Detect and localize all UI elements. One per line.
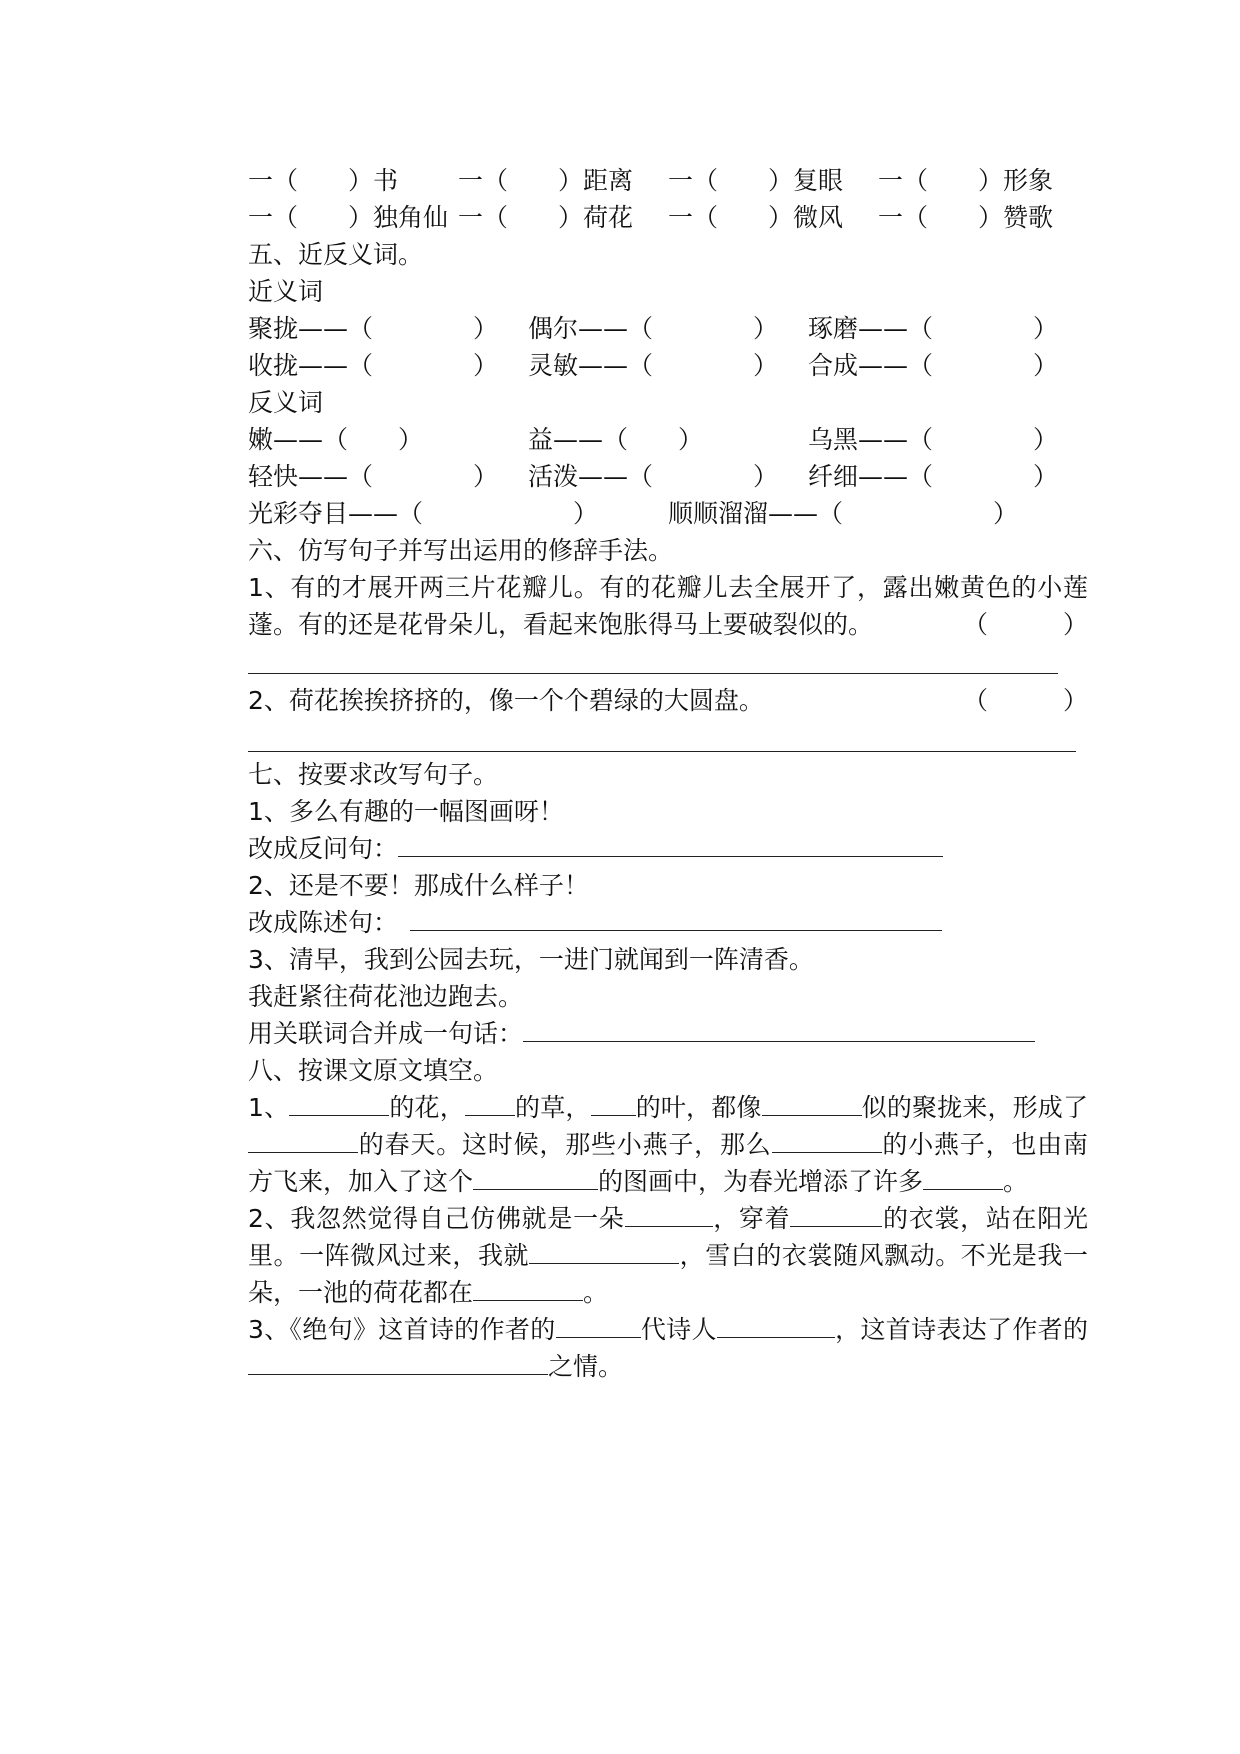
antonym-row-1	[248, 421, 1088, 458]
antonym-item: 嫩——（ ）	[248, 425, 424, 454]
answer-parentheses: （ ）	[962, 610, 1088, 639]
fill-blank[interactable]	[465, 1091, 515, 1116]
synonym-item: 收拢——（ ）	[248, 351, 499, 380]
antonym-row-2	[248, 458, 1088, 495]
synonym-item: 聚拢——（ ）	[248, 314, 499, 343]
prompt-text: 用关联词合并成一句话：	[248, 1019, 524, 1048]
synonym-item: 灵敏——（ ）	[528, 351, 779, 380]
fill-blank[interactable]	[762, 1091, 862, 1116]
synonym-row-2	[248, 347, 1088, 384]
fill-text: 。	[583, 1278, 609, 1307]
antonym-item: 轻快——（ ）	[248, 462, 499, 491]
section-7-question-2: 2、还是不要！那成什么样子！	[248, 871, 589, 900]
section-7-question-3-line-1: 3、清早，我到公园去玩，一进门就闻到一阵清香。	[248, 945, 814, 974]
fill-blank[interactable]	[625, 1202, 713, 1227]
prompt-text: 改成反问句：	[248, 834, 399, 863]
antonym-item: 顺顺溜溜——（ ）	[668, 499, 1019, 528]
combine-sentence	[248, 1015, 1088, 1052]
fill-text: ，穿着	[712, 1204, 791, 1233]
fill-text: 代诗人	[640, 1315, 717, 1344]
fill-text: 的草，	[514, 1093, 591, 1122]
prompt-text: 改成陈述句：	[248, 908, 399, 937]
section-6-question-1	[248, 569, 1088, 643]
section-7-question-1: 1、多么有趣的一幅图画呀！	[248, 797, 564, 826]
fill-blank[interactable]	[591, 1091, 636, 1116]
measure-word-item: 一（ ）独角仙	[248, 203, 449, 232]
fill-text: 的花，	[389, 1093, 465, 1122]
fill-blank[interactable]	[717, 1313, 835, 1338]
measure-word-item: 一（ ）赞歌	[878, 203, 1054, 232]
rewrite-rhetorical	[248, 830, 1088, 867]
fill-blank[interactable]	[248, 1128, 358, 1153]
measure-word-item: 一（ ）距离	[458, 166, 634, 195]
fill-text: 2、我忽然觉得自己仿佛就是一朵	[248, 1204, 625, 1233]
measure-word-row-1	[248, 162, 1088, 199]
measure-word-row-2	[248, 199, 1088, 236]
antonym-item: 活泼——（ ）	[528, 462, 779, 491]
answer-blank[interactable]	[410, 906, 942, 931]
measure-word-item: 一（ ）微风	[668, 203, 844, 232]
measure-word-item: 一（ ）形象	[878, 166, 1054, 195]
question-text: 1、有的才展开两三片花瓣儿。有的花瓣儿去全展开了，露出嫩黄色的小莲蓬。有的还是花骨朵儿，看起来饱胀得马上要破裂似的。	[248, 573, 1088, 639]
fill-text: ，雪白的衣裳随风飘动。不光是我一朵，一池的荷花都在	[248, 1241, 1088, 1307]
fill-blank[interactable]	[923, 1165, 1003, 1190]
section-7-title: 七、按要求改写句子。	[248, 760, 499, 789]
fill-blank[interactable]	[529, 1239, 679, 1264]
synonym-item: 合成——（ ）	[808, 351, 1059, 380]
question-text: 2、荷花挨挨挤挤的，像一个个碧绿的大圆盘。	[248, 686, 764, 715]
fill-text: 3、《绝句》这首诗的作者的	[248, 1315, 556, 1344]
answer-blank[interactable]	[523, 1017, 1035, 1042]
rewrite-declarative	[248, 904, 1088, 941]
fill-blank[interactable]	[772, 1128, 882, 1153]
worksheet-content	[248, 162, 1088, 1385]
fill-text: 之情。	[548, 1352, 624, 1381]
fill-blank[interactable]	[289, 1091, 389, 1116]
answer-blank[interactable]	[398, 832, 943, 857]
section-8-paragraph-1	[248, 1089, 1088, 1200]
section-8-title: 八、按课文原文填空。	[248, 1056, 499, 1085]
fill-text: 1、	[248, 1093, 290, 1122]
fill-blank[interactable]	[473, 1276, 583, 1301]
section-6-title: 六、仿写句子并写出运用的修辞手法。	[248, 536, 674, 565]
measure-word-item: 一（ ）书	[248, 166, 399, 195]
fill-text: 似的聚拢来，形成了	[861, 1093, 1088, 1122]
measure-word-item: 一（ ）荷花	[458, 203, 634, 232]
fill-text: 。	[1003, 1167, 1029, 1196]
fill-text: 的图画中，为春光增添了许多	[598, 1167, 924, 1196]
section-8-paragraph-3	[248, 1311, 1088, 1385]
fill-text: 的春天。这时候，那些小燕子，那么	[358, 1130, 772, 1159]
antonym-item: 益——（ ）	[528, 425, 704, 454]
antonym-item: 乌黑——（ ）	[808, 425, 1059, 454]
fill-blank[interactable]	[790, 1202, 882, 1227]
antonym-item: 光彩夺目——（ ）	[248, 499, 599, 528]
fill-text: ，这首诗表达了作者的	[834, 1315, 1088, 1344]
section-7-question-3-line-2: 我赶紧往荷花池边跑去。	[248, 982, 524, 1011]
measure-word-item: 一（ ）复眼	[668, 166, 844, 195]
answer-parentheses: （ ）	[962, 686, 1088, 715]
antonym-label: 反义词	[248, 388, 324, 417]
fill-blank[interactable]	[473, 1165, 598, 1190]
section-8-paragraph-2	[248, 1200, 1088, 1311]
section-6-question-2	[248, 682, 1088, 719]
antonym-row-3	[248, 495, 1088, 532]
synonym-item: 偶尔——（ ）	[528, 314, 779, 343]
fill-text: 的小燕子，也由南方飞来，加入了这个	[248, 1130, 1088, 1196]
fill-blank[interactable]	[556, 1313, 641, 1338]
synonym-row-1	[248, 310, 1088, 347]
fill-text: 的衣裳，站在阳光里。一阵微风过来，我就	[248, 1204, 1088, 1270]
antonym-item: 纤细——（ ）	[808, 462, 1059, 491]
synonym-label: 近义词	[248, 277, 324, 306]
synonym-item: 琢磨——（ ）	[808, 314, 1059, 343]
fill-blank[interactable]	[248, 1350, 548, 1375]
fill-text: 的叶，都像	[635, 1093, 762, 1122]
section-5-title: 五、近反义词。	[248, 240, 424, 269]
